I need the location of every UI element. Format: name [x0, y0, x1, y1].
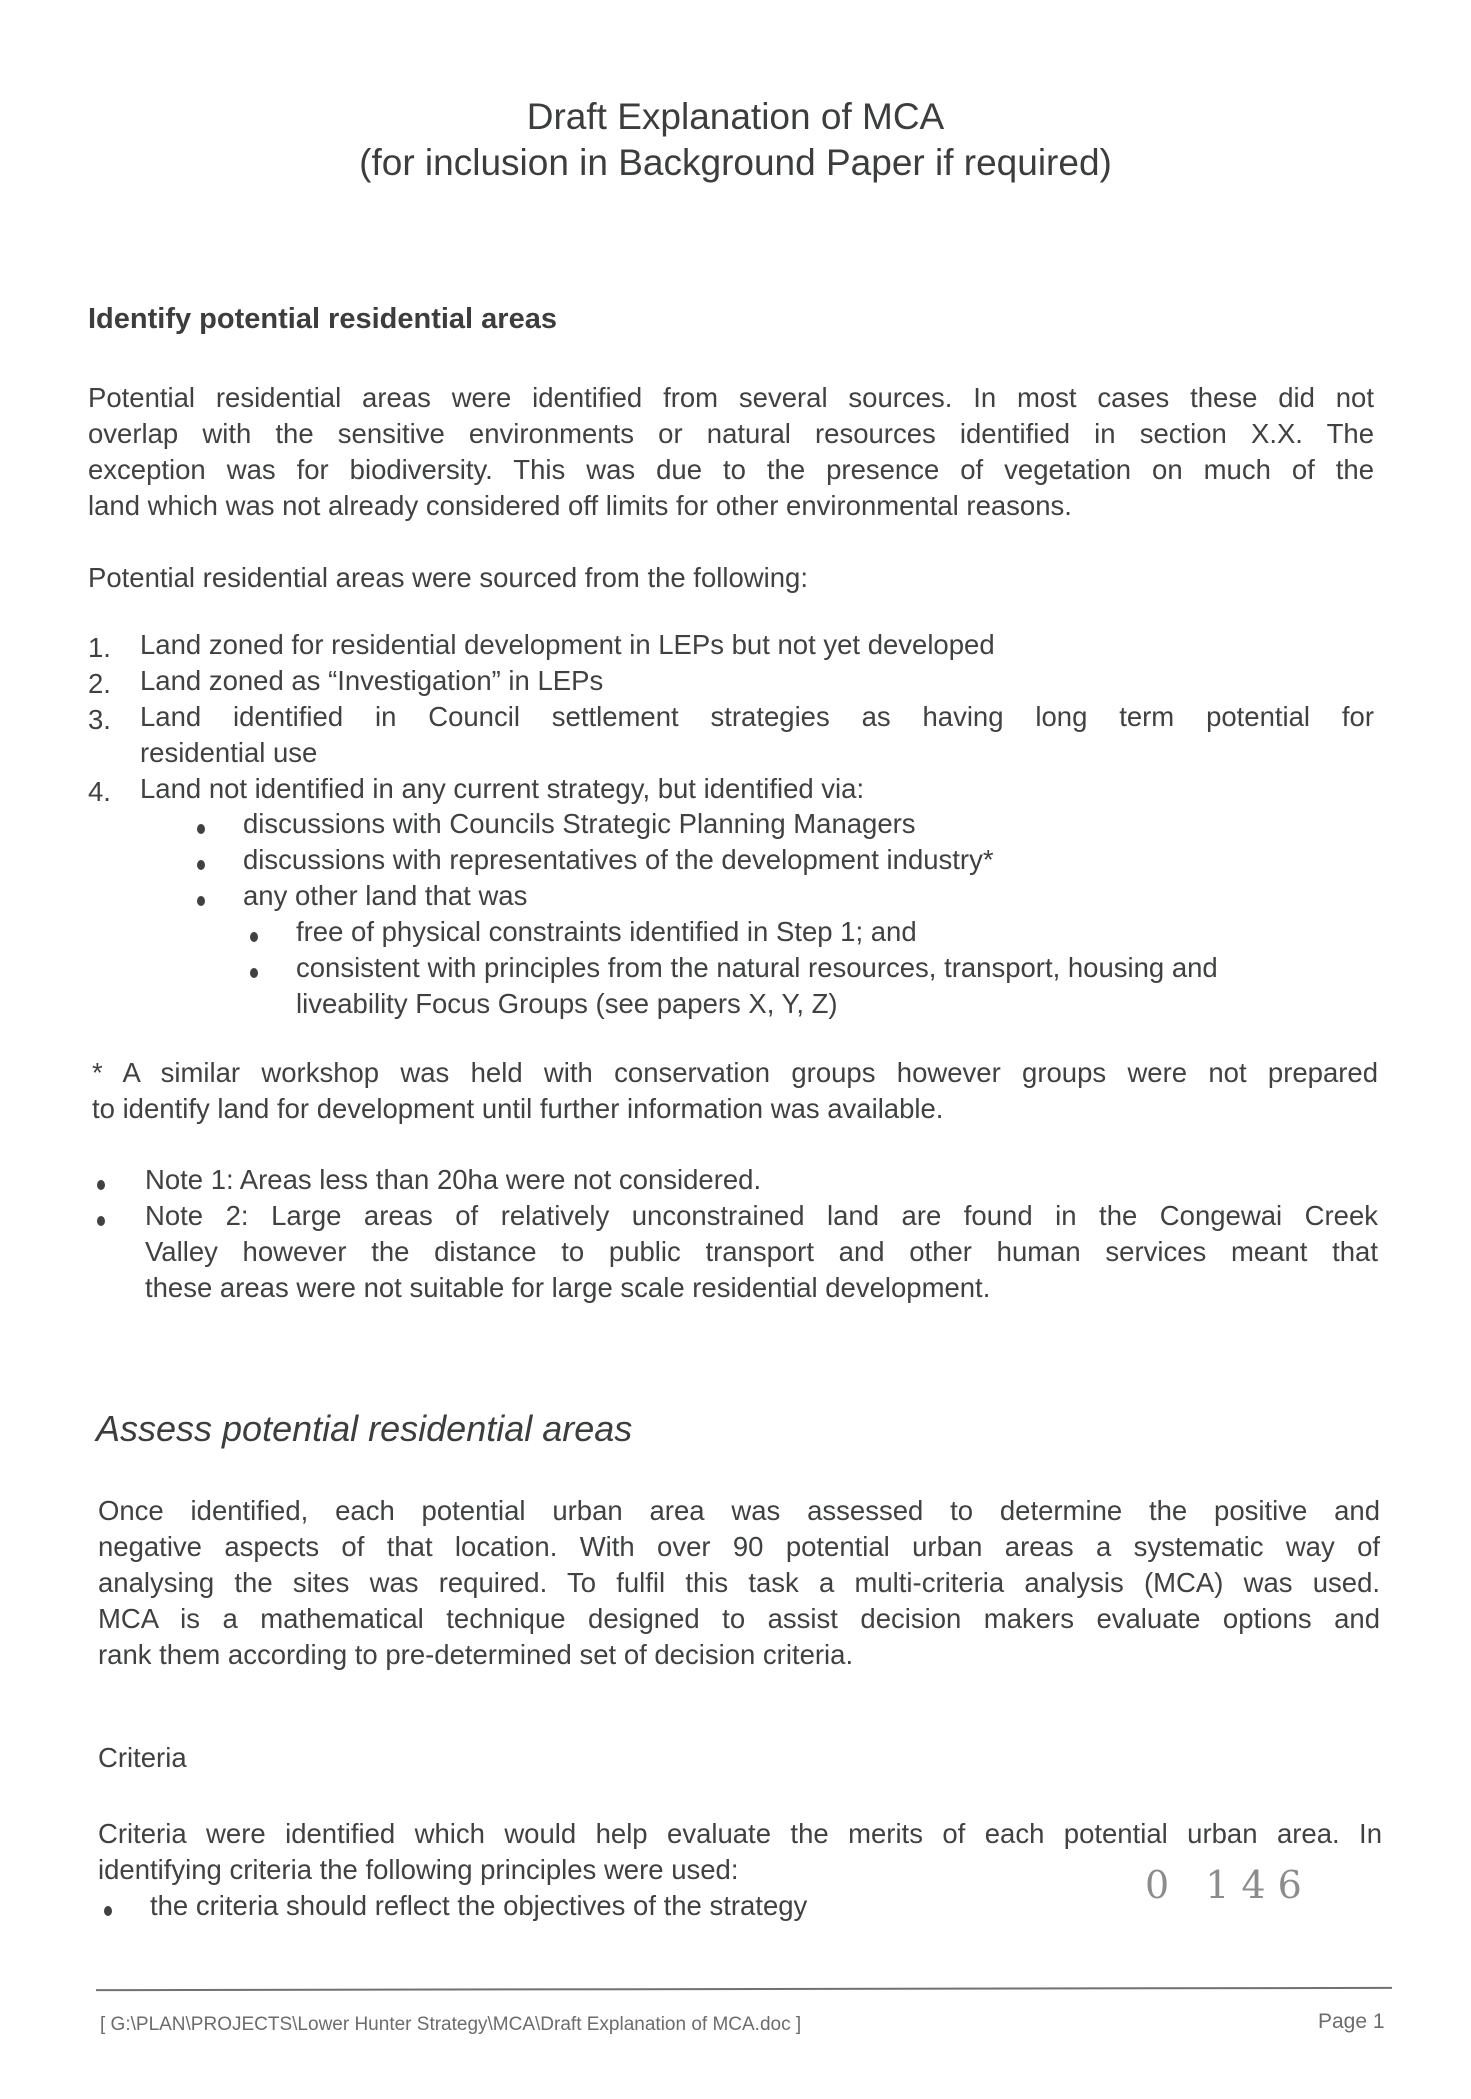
paragraph-line: MCA is a mathematical technique designed to assist decision makers evaluate options and	[98, 1603, 1380, 1634]
list-item-line: Land identified in Council settlement strategies as having long term potential for	[140, 701, 1374, 732]
paragraph-line: negative aspects of that location. With over 90 potential urban areas a systematic way of	[98, 1531, 1380, 1562]
sub-list-item: any other land that was	[243, 880, 528, 911]
paragraph-line: overlap with the sensitive environments or natural resources identified in section X.X. The	[88, 418, 1374, 449]
paragraph-line: rank them according to pre-determined set of decision criteria.	[98, 1639, 854, 1670]
criteria-heading: Criteria	[98, 1742, 187, 1773]
list-number: 1.	[88, 632, 111, 663]
list-item	[140, 699, 1374, 771]
list-number: 4.	[88, 776, 111, 807]
sub-list-item: discussions with representatives of the development industry*	[243, 844, 994, 875]
paragraph-line: Once identified, each potential urban area was assessed to determine the positive and	[98, 1495, 1380, 1526]
bullet-icon	[97, 1180, 105, 1190]
title-line-1: Draft Explanation of MCA	[526, 96, 945, 137]
bullet-icon	[250, 968, 258, 978]
footnote-line: to identify land for development until further information was available.	[92, 1093, 944, 1124]
section-heading-assess: Assess potential residential areas	[96, 1408, 633, 1449]
sub-sub-list-item	[296, 950, 1336, 1022]
paragraph-line: identifying criteria the following principles were used:	[98, 1854, 739, 1885]
criteria-bullet-item: the criteria should reflect the objectives of the strategy	[150, 1890, 808, 1921]
footer-page-number: Page 1	[1318, 2010, 1385, 2033]
list-item: Land not identified in any current strategy, but identified via:	[140, 773, 865, 804]
note-line: Note 2: Large areas of relatively unconstrained land are found in the Congewai Creek	[145, 1200, 1378, 1231]
note-item	[145, 1198, 1378, 1306]
note-line: these areas were not suitable for large scale residential development.	[145, 1272, 991, 1303]
section-heading-identify: Identify potential residential areas	[88, 303, 557, 335]
sub-sub-list-item: free of physical constraints identified in Step 1; and	[296, 916, 917, 947]
paragraph-line: land which was not already considered off limits for other environmental reasons.	[88, 490, 1072, 521]
list-item-line: residential use	[140, 737, 318, 768]
paragraph-line: analysing the sites was required. To fulfil this task a multi-criteria analysis (MCA) was used.	[98, 1567, 1380, 1598]
list-item: Land zoned as “Investigation” in LEPs	[140, 665, 604, 696]
intro-paragraph	[88, 380, 1374, 524]
page-stamp-number: 0 146	[1145, 1863, 1314, 1907]
note-item: Note 1: Areas less than 20ha were not considered.	[145, 1164, 762, 1195]
footnote	[92, 1055, 1378, 1127]
bullet-icon	[250, 932, 258, 942]
document-title	[0, 94, 1471, 186]
bullet-icon	[104, 1906, 112, 1916]
sources-intro: Potential residential areas were sourced from the following:	[88, 562, 808, 593]
paragraph-line: Potential residential areas were identified from several sources. In most cases these did not	[88, 382, 1374, 413]
list-item: Land zoned for residential development in LEPs but not yet developed	[140, 629, 995, 660]
list-item-line: consistent with principles from the natural resources, transport, housing and	[296, 952, 1218, 983]
bullet-icon	[197, 824, 205, 834]
footer-file-path: [ G:\PLAN\PROJECTS\Lower Hunter Strategy\MCA\Draft Explanation of MCA.doc ]	[100, 2014, 802, 2035]
sub-list-item: discussions with Councils Strategic Planning Managers	[243, 808, 916, 839]
paragraph-line: Criteria were identified which would help evaluate the merits of each potential urban area. In	[98, 1818, 1382, 1849]
paragraph-line: exception was for biodiversity. This was due to the presence of vegetation on much of the	[88, 454, 1374, 485]
list-item-line: liveability Focus Groups (see papers X, Y, Z)	[296, 988, 838, 1019]
note-line: Valley however the distance to public transport and other human services meant that	[145, 1236, 1378, 1267]
bullet-icon	[197, 896, 205, 906]
assess-paragraph	[98, 1493, 1380, 1673]
title-line-2: (for inclusion in Background Paper if required)	[359, 142, 1112, 183]
list-number: 2.	[88, 668, 111, 699]
bullet-icon	[97, 1216, 105, 1226]
list-number: 3.	[88, 704, 111, 735]
footnote-line: * A similar workshop was held with conservation groups however groups were not prepared	[92, 1057, 1378, 1088]
footer-divider	[96, 1987, 1392, 1991]
bullet-icon	[197, 860, 205, 870]
